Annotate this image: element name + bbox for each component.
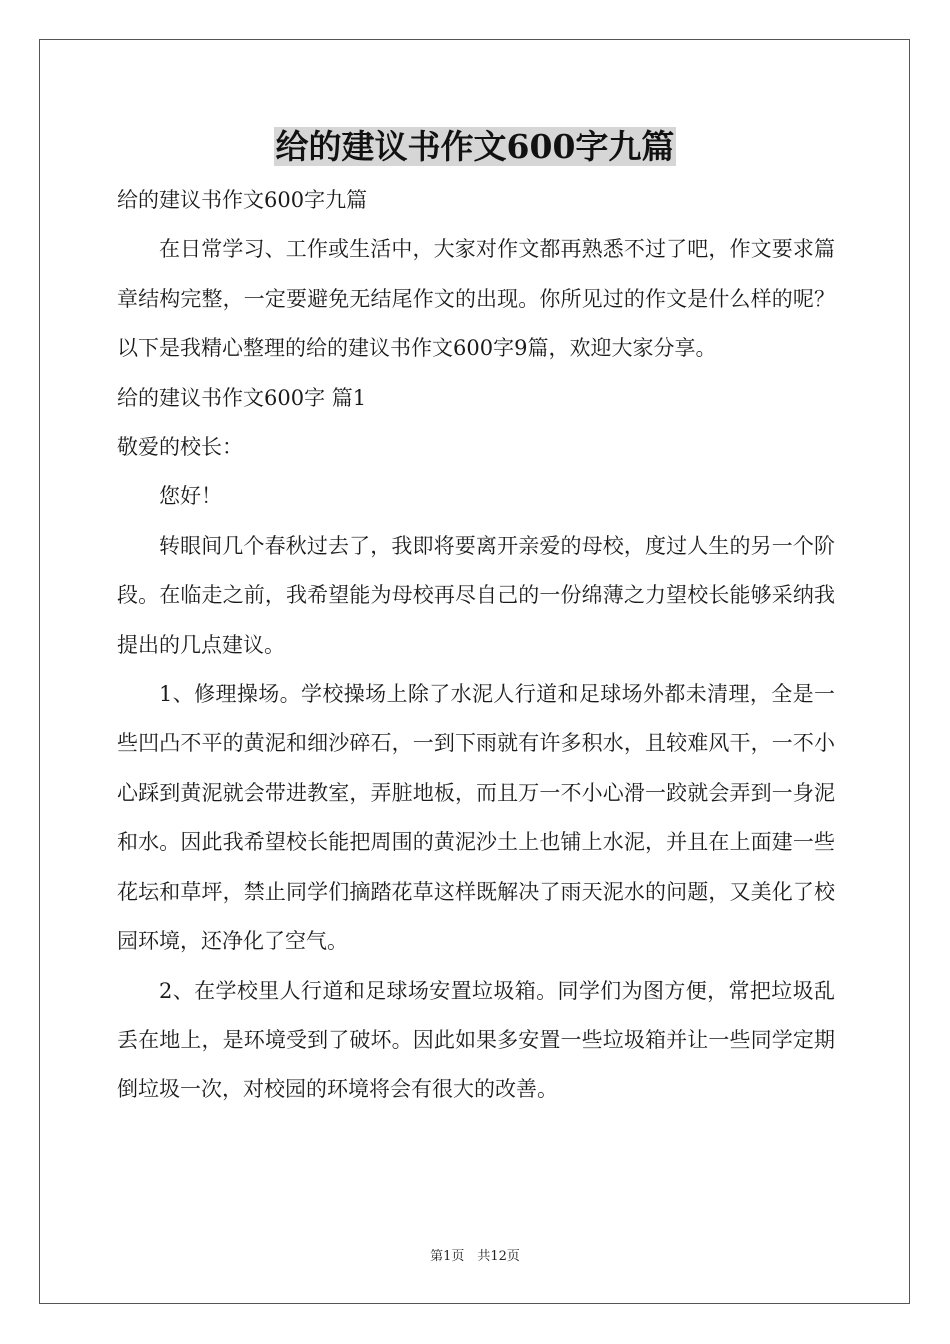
document-title	[0, 122, 950, 172]
paragraph-salutation: 敬爱的校长：	[117, 435, 243, 460]
document-body	[117, 176, 835, 1115]
paragraph-greeting: 您好！	[159, 484, 222, 509]
paragraph-suggestion-2: 2、在学校里人行道和足球场安置垃圾箱。同学们为图方便，常把垃圾乱丢在地上，是环境受到了破坏。因此如果多安置一些垃圾箱并让一些同学定期倒垃圾一次，对校园的环境将会有很大的改善。	[117, 978, 835, 1102]
page-footer: 第1页 共12页	[430, 1249, 520, 1264]
paragraph-suggestion-1: 1、修理操场。学校操场上除了水泥人行道和足球场外都未清理，全是一些凹凸不平的黄泥和细沙碎石，一到下雨就有许多积水，且较难风干，一不小心踩到黄泥就会带进教室，弄脏地板，而且万一不小心滑一跤就会弄到一身泥和水。因此我希望校长能把周围的黄泥沙土上也铺上水泥，并且在上面建一些花坛和草坪，禁止同学们摘踏花草这样既解决了雨天泥水的问题，又美化了校园环境，还净化了空气。	[117, 682, 835, 954]
paragraph-opening: 转眼间几个春秋过去了，我即将要离开亲爱的母校，度过人生的另一个阶段。在临走之前，我希望能为母校再尽自己的一份绵薄之力望校长能够采纳我提出的几点建议。	[117, 533, 835, 657]
document-title-text: 给的建议书作文600字九篇	[275, 127, 675, 166]
paragraph-subtitle: 给的建议书作文600字九篇	[117, 188, 368, 212]
paragraph-section-heading: 给的建议书作文600字 篇1	[117, 385, 367, 410]
paragraph-intro: 在日常学习、工作或生活中，大家对作文都再熟悉不过了吧，作文要求篇章结构完整，一定要避免无结尾作文的出现。你所见过的作文是什么样的呢？以下是我精心整理的给的建议书作文600字9篇，欢迎大家分享。	[117, 237, 835, 361]
